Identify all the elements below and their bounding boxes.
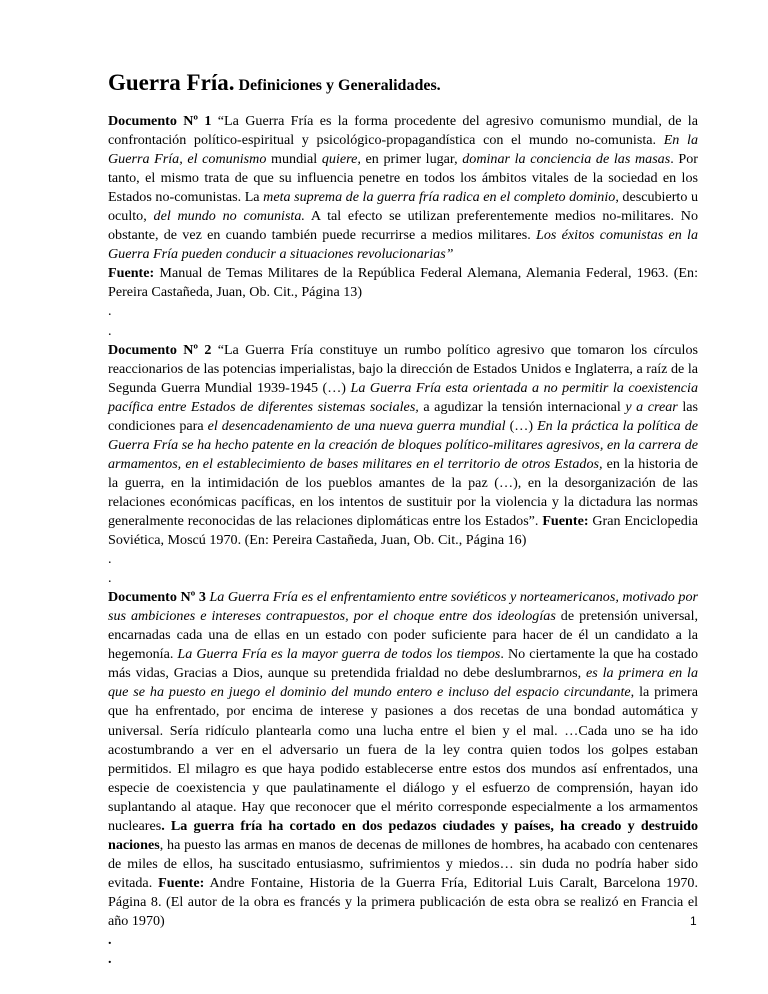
page-number: 1 — [690, 914, 697, 928]
doc2-italic: En la práctica la política de Guerra Fría se ha hecho patente en la creación de bloques político-militares agresivos, en la carrera de armamentos, en el establecimiento de bases militares en el territorio de otros Estados, — [108, 417, 699, 472]
doc1-fuente-label: Fuente: — [108, 265, 155, 282]
doc1-text: A tal efecto se utilizan preferentemente medios no-militares. No obstante, de vez en cuando también puede recurrirse a medios militares. — [108, 208, 698, 244]
separator-dot: . — [108, 570, 112, 587]
title-subtitle: Definiciones y Generalidades. — [238, 77, 441, 94]
doc3-text: , la primera que ha enfrentado, por encima de interese y pasiones a dos recetas de una bondad automática y universal. Sería ridículo plantearla como una lucha entre el bien y el mal. …Cada uno se ha ido acostumbrando a ver en el adversario un fuera de la ley contra quien todos los golpes estaban permitidos. El milagro es que haya podido establecerse entre estos dos mundos así enfrentados, una especie de coexistencia y que paulatinamente el diálogo y el esfuerzo de comprensión, hayan ido suplantando al ataque. Hay que reconocer que el mérito corresponde especialmente a los armamentos nucleares — [108, 684, 698, 834]
doc1-fuente: Manual de Temas Militares de la República Federal Alemana, Alemania Federal, 1963. (En: Pereira Castañeda, Juan, Ob. Cit., Página 13) — [108, 265, 698, 301]
doc1-italic: dominar la conciencia de las masas — [462, 151, 671, 168]
doc3-fuente-label: Fuente: — [158, 874, 205, 891]
doc3-text: , ha puesto las armas en manos de decenas de millones de hombres, ha acabado con centenares de miles de ellos, ha suscitado entusiasmo, sufrimientos y miedos… sin duda no podría haber sido evitada. — [108, 836, 698, 891]
doc1-italic: En la Guerra Fría, el comunismo — [108, 132, 698, 168]
doc3-fuente: Andre Fontaine, Historia de la Guerra Fría, Editorial Luis Caralt, Barcelona 1970. Página 8. (El autor de la obra es francés y la primera publicación de esta obra se realizó en Francia el año 1970) — [108, 874, 698, 929]
page-title — [108, 70, 708, 96]
doc2-text: (…) — [505, 417, 538, 434]
doc3-label: Documento Nº 3 — [108, 589, 206, 606]
document-1 — [108, 112, 698, 302]
doc3-italic: La Guerra Fría es la mayor guerra de todos los tiempos — [177, 646, 501, 663]
doc1-italic: del mundo no comunista. — [153, 208, 305, 225]
doc1-text: mundial — [266, 151, 322, 168]
doc3-italic: La Guerra Fría es el enfrentamiento entre soviéticos y norteamericanos, motivado por sus ambiciones e intereses contrapuestos, por el choque entre dos ideologías — [108, 589, 698, 625]
doc2-text: en la historia de la guerra, en la intimidación de los pueblos amantes de la paz (…), en la desorganización de las relaciones económicas pacíficas, en los intentos de sustituir por la violencia y la dictadura las normas generalmente reconocidas de las relaciones diplomáticas entre los Estados”. — [108, 455, 698, 529]
doc2-italic: el desencadenamiento de una nueva guerra mundial — [207, 417, 506, 434]
doc2-italic: La Guerra Fría esta orientada a no permitir la coexistencia pacífica entre Estados de diferentes sistemas sociales, — [108, 379, 698, 415]
doc1-italic: meta suprema de la guerra fría radica en el completo dominio — [263, 189, 616, 206]
doc2-text: a agudizar la tensión internacional — [418, 398, 626, 415]
doc1-italic: Los éxitos comunistas en la Guerra Fría pueden conducir a situaciones revolucionarias” — [108, 227, 698, 263]
doc3-bold: . La guerra fría ha cortado en dos pedazos ciudades y países, ha creado y destruido naciones — [108, 817, 698, 853]
document-2 — [108, 341, 698, 551]
doc2-fuente: Gran Enciclopedia Soviética, Moscú 1970. (En: Pereira Castañeda, Juan, Ob. Cit., Página 16) — [108, 512, 698, 549]
doc2-fuente-label: Fuente: — [542, 512, 589, 529]
doc1-text: “La Guerra Fría es la forma procedente del agresivo comunismo mundial, de la confrontación político-espiritual y psicológico-propagandística con el mundo no-comunista. — [108, 113, 698, 149]
separator-dot: . — [108, 551, 112, 568]
document-body — [108, 112, 698, 969]
doc2-text: “La Guerra Fría constituye un rumbo político agresivo que tomaron los círculos reaccionarios de las potencias imperialistas, bajo la dirección de Estados Unidos e Inglaterra, a raíz de la Segunda Guerra Mundial 1939-1945 (…) — [108, 341, 698, 396]
doc1-text: . Por tanto, el mismo trata de que su influencia penetre en todos los ámbitos vitales de la sociedad en los Estados no-comunistas. La — [108, 151, 698, 206]
doc3-italic: es la primera en la que se ha puesto en juego el dominio del mundo entero e incluso del espacio circundante — [108, 665, 698, 701]
doc1-label: Documento Nº 1 — [108, 113, 212, 129]
title-main: Guerra Fría. — [108, 70, 235, 95]
document-3 — [108, 588, 698, 931]
doc1-italic: quiere, — [321, 151, 361, 168]
doc2-label: Documento Nº 2 — [108, 341, 212, 358]
doc3-text: de pretensión universal, encarnadas cada una de ellas en un estado con poder suficiente para hacer de él un candidato a la hegemonía. — [108, 608, 699, 663]
doc1-text: , descubierto u oculto, — [108, 189, 698, 225]
doc2-text: las condiciones para — [108, 398, 698, 434]
separator-dot: . — [108, 951, 112, 968]
doc3-text: . No ciertamente la que ha costado más vidas, Gracias a Dios, aunque su pretendida frialdad no debe deslumbrarnos, — [108, 646, 698, 682]
separator-dot: . — [108, 322, 112, 339]
doc1-text: en primer lugar, — [360, 151, 463, 168]
separator-dot: . — [108, 932, 112, 949]
doc2-italic: y a crear — [625, 398, 678, 415]
separator-dot: . — [108, 303, 112, 320]
